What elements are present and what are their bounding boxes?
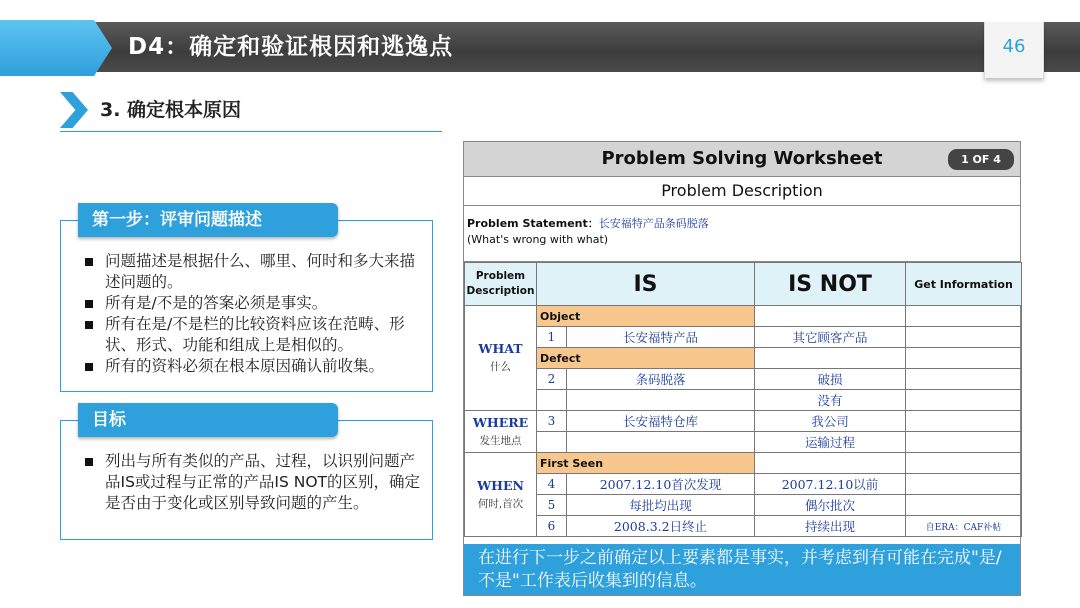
category-object: Object [537,306,755,327]
cell-is-not: 2007.12.10以前 [755,474,906,495]
table-row [465,348,1022,369]
cell-is-not: 其它顾客产品 [755,327,906,348]
table-row: 6 2008.3.2日终止 持续出现 自ERA：CAF补帖 [465,516,1022,537]
list-item: 问题描述是根据什么、哪里、何时和多大来描述问题的。 [83,251,420,293]
header-is-not: IS NOT [755,263,906,306]
table-row [465,390,1022,411]
chevron-right-icon [60,92,88,128]
cell-is-not: 破损 [755,369,906,390]
cell-get-info: 自ERA：CAF补帖 [906,516,1022,537]
category-defect: Defect [537,348,755,369]
table-row: 5 每批均出现 偶尔批次 [465,495,1022,516]
header-is: IS [537,263,755,306]
problem-statement [464,206,1020,262]
page-badge: 1 OF 4 [948,149,1014,170]
table-row [465,432,1022,453]
list-item: 所有在是/不是栏的比较资料应该在范畴、形状、形式、功能和组成上是相似的。 [83,314,420,356]
row-head-where: WHERE 发生地点 [465,411,537,453]
cell-is: 每批均出现 [567,495,755,516]
step-bullet-list [61,221,432,377]
section-title: 3. 确定根本原因 [100,99,242,121]
slide-title: D4：确定和验证根因和逃逸点 [128,34,454,60]
cell-is: 2007.12.10首次发现 [567,474,755,495]
cell-is: 长安福特仓库 [567,411,755,432]
cell-is-not: 偶尔批次 [755,495,906,516]
worksheet-note-banner: 在进行下一步之前确定以上要素都是事实，并考虑到有可能在完成"是/不是"工作表后收集到的信息。 [464,544,1020,595]
table-row: WHERE 发生地点 3 长安福特仓库 我公司 [465,411,1022,432]
list-item: 列出与所有类似的产品、过程，以识别问题产品IS或过程与正常的产品IS NOT的区别，确定是否由于变化或区别导致问题的产生。 [83,451,420,514]
statement-value: 长安福特产品条码脱落 [598,217,709,230]
table-row [465,306,1022,327]
table-row: 2 条码脱落 破损 [465,369,1022,390]
cell-is-not: 没有 [755,390,906,411]
page-number: 46 [1002,36,1026,57]
cell-is: 条码脱落 [567,369,755,390]
is-isnot-table [464,262,1022,537]
worksheet-section-heading: Problem Description [464,177,1020,206]
header-problem-description: Problem Description [465,263,537,306]
cell-is-not: 持续出现 [755,516,906,537]
header-get-information: Get Information [906,263,1022,306]
list-item: 所有的资料必须在根本原因确认前收集。 [83,356,420,377]
page-number-tab [984,22,1044,78]
step-panel [60,220,433,392]
step-panel-tab: 第一步：评审问题描述 [78,203,338,237]
row-head-what: WHAT 什么 [465,306,537,411]
row-head-when: WHEN 何时,首次 [465,453,537,537]
cell-is: 2008.3.2日终止 [567,516,755,537]
cell-is: 长安福特产品 [567,327,755,348]
cell-is-not: 运输过程 [755,432,906,453]
statement-label: Problem Statement： [467,217,599,230]
category-first-seen: First Seen [537,453,755,474]
table-row: 1 长安福特产品 其它顾客产品 [465,327,1022,348]
header-accent-arrow [0,20,112,76]
worksheet-title: Problem Solving Worksheet [601,148,883,169]
section-divider [60,131,442,132]
problem-solving-worksheet [463,141,1021,596]
worksheet-title-bar [464,142,1020,177]
table-row: 4 2007.12.10首次发现 2007.12.10以前 [465,474,1022,495]
list-item: 所有是/不是的答案必须是事实。 [83,293,420,314]
goal-panel-tab: 目标 [78,403,338,437]
table-header-row [465,263,1022,306]
table-row [465,453,1022,474]
statement-subtitle: (What's wrong with what) [467,233,609,246]
cell-is-not: 我公司 [755,411,906,432]
goal-panel [60,420,433,540]
